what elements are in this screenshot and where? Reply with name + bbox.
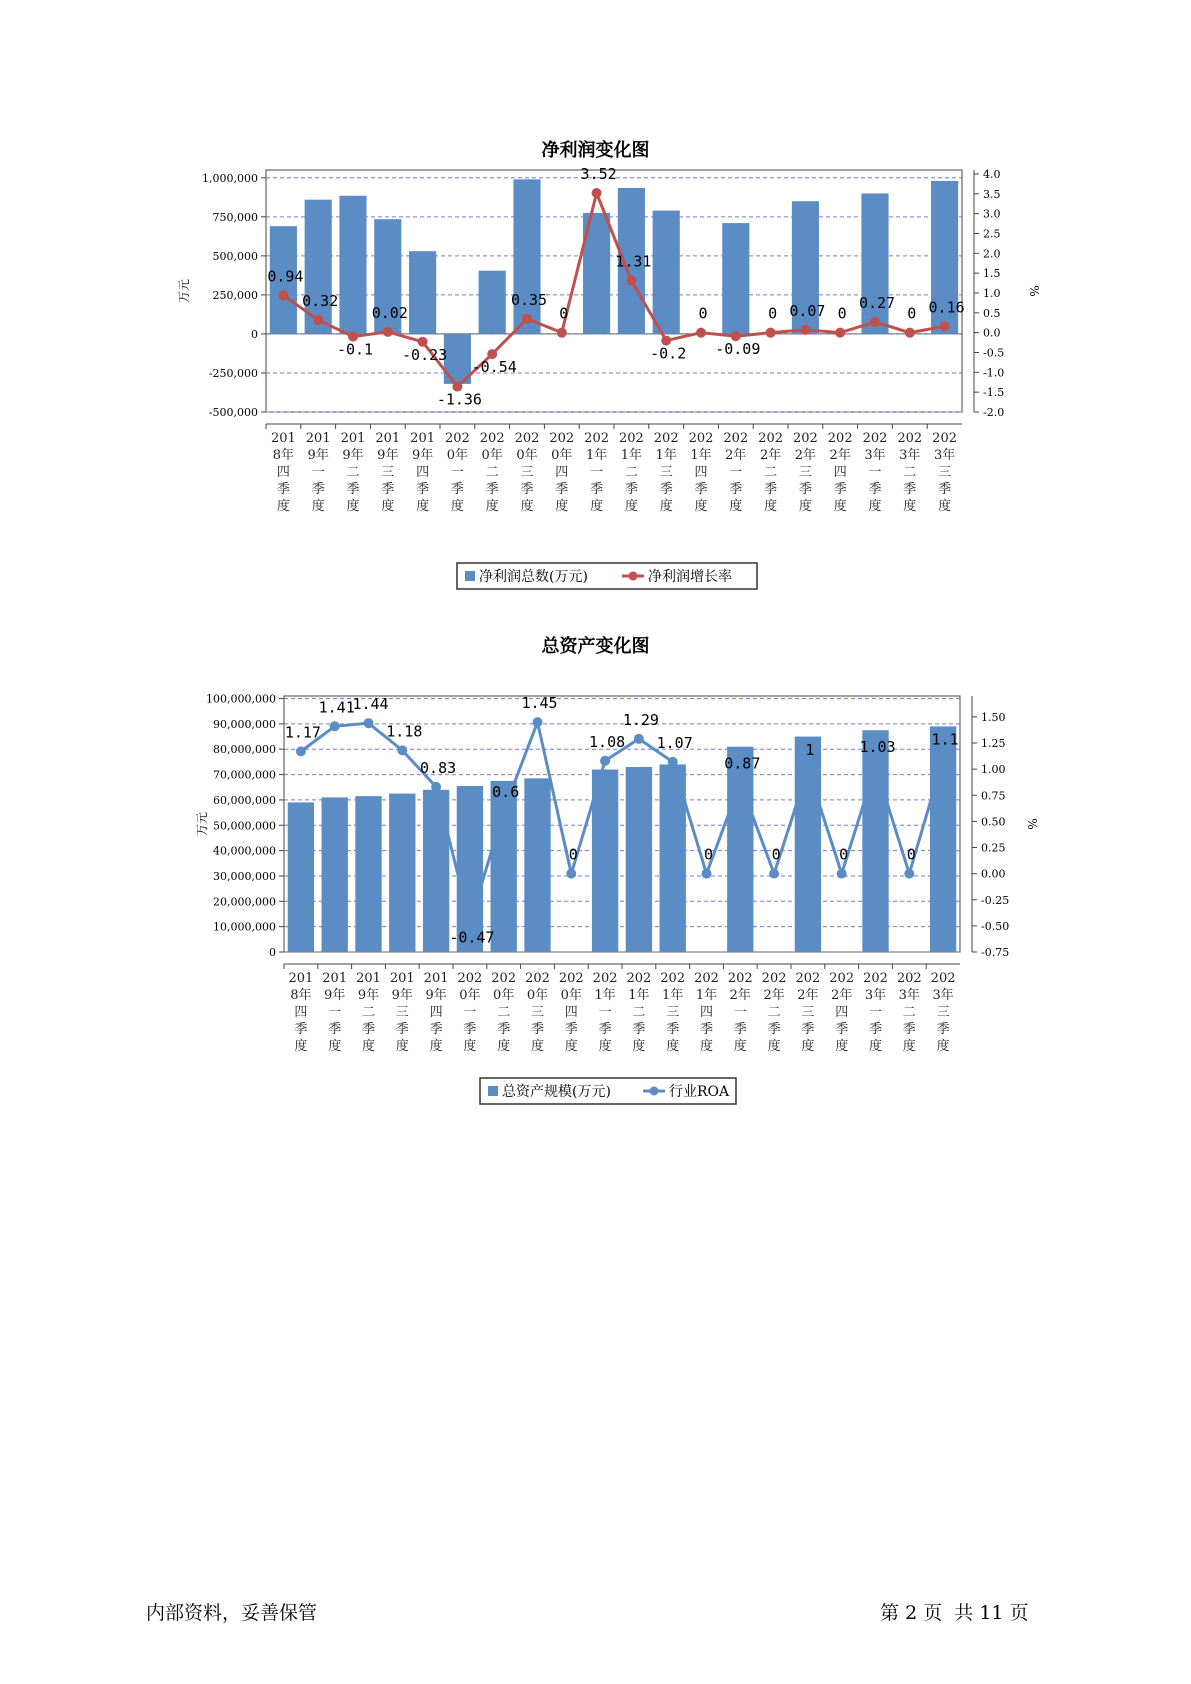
bar — [722, 223, 749, 334]
data-label: 0 — [698, 304, 708, 323]
x-tick-label: 202 0年二季度 — [491, 971, 517, 1054]
data-label: -0.47 — [449, 928, 495, 947]
x-tick-label: 202 3年三季度 — [930, 971, 956, 1054]
data-label: 0 — [771, 845, 781, 864]
line-point — [465, 918, 475, 928]
total-assets-chart — [0, 660, 1191, 1120]
y2-tick-label: -0.75 — [981, 946, 1010, 959]
legend-swatch-dot — [650, 1087, 659, 1096]
line-point — [522, 314, 532, 324]
x-tick-label: 202 0年一季度 — [457, 971, 483, 1054]
line-point — [940, 321, 950, 331]
data-label: 0 — [768, 304, 778, 323]
legend-label-bar: 净利润总数(万元) — [479, 569, 588, 585]
x-tick-label: 202 1年一季度 — [584, 431, 610, 514]
line-point — [871, 761, 881, 771]
line-point — [364, 718, 374, 728]
y2-tick-label: 1.00 — [981, 763, 1006, 777]
y-tick-label: 20,000,000 — [213, 895, 276, 909]
x-tick-label: 202 3年三季度 — [932, 431, 958, 514]
bar — [423, 790, 449, 952]
data-label: 3.52 — [580, 165, 617, 184]
legend-label-bar: 总资产规模(万元) — [502, 1084, 611, 1100]
y-tick-label: 750,000 — [212, 210, 258, 224]
net-profit-chart-title: 净利润变化图 — [541, 140, 650, 161]
bar — [322, 797, 348, 952]
line-point — [626, 276, 636, 286]
x-tick-label: 202 1年三季度 — [653, 431, 679, 514]
y2-tick-label: 0.0 — [983, 326, 1001, 340]
x-tick-label: 202 2年一季度 — [723, 431, 749, 514]
x-tick-label: 202 3年二季度 — [897, 431, 923, 514]
x-tick-label: 202 3年二季度 — [896, 971, 922, 1054]
y-tick-label: 80,000,000 — [213, 743, 276, 757]
y2-tick-label: 1.5 — [983, 267, 1001, 281]
x-tick-label: 202 1年二季度 — [618, 431, 644, 514]
x-tick-label: 201 9年一季度 — [322, 971, 348, 1054]
bar — [524, 778, 550, 952]
y-tick-label: 40,000,000 — [213, 844, 276, 858]
line-point — [557, 328, 567, 338]
data-label: 1.08 — [589, 732, 626, 751]
x-tick-label: 201 9年四季度 — [423, 971, 449, 1054]
data-label: 1.17 — [284, 723, 321, 742]
x-tick-label: 202 3年一季度 — [862, 431, 888, 514]
footer-page-number — [880, 1598, 1029, 1625]
bar — [288, 802, 314, 952]
line-point — [735, 778, 745, 788]
legend-label-line: 净利润增长率 — [648, 569, 732, 585]
data-label: 0 — [906, 845, 916, 864]
data-label: 0 — [703, 845, 714, 864]
y-tick-label: 50,000,000 — [213, 819, 276, 833]
data-label: 0.87 — [724, 754, 761, 773]
x-tick-label: 201 9年三季度 — [389, 971, 415, 1054]
y-tick-label: 90,000,000 — [213, 717, 276, 731]
y2-tick-label: 0.75 — [981, 789, 1006, 803]
x-tick-label: 202 1年一季度 — [592, 971, 618, 1054]
line-point — [634, 734, 644, 744]
y-tick-label: 250,000 — [212, 288, 258, 302]
x-tick-label: 202 3年一季度 — [863, 971, 888, 1054]
line-point — [835, 328, 845, 338]
x-tick-label: 202 2年一季度 — [727, 971, 753, 1054]
data-label: -1.36 — [436, 390, 482, 409]
y-tick-label: 70,000,000 — [213, 768, 276, 782]
data-label: 1.03 — [859, 738, 896, 757]
legend-label-line: 行业ROA — [669, 1084, 730, 1100]
x-tick-label: 201 9年三季度 — [375, 431, 401, 514]
y2-tick-label: 1.50 — [981, 710, 1006, 724]
y2-tick-label: -0.50 — [981, 919, 1010, 933]
line-point — [696, 328, 706, 338]
total-assets-chart-title: 总资产变化图 — [541, 636, 650, 657]
line-point — [870, 317, 880, 327]
data-label: 1.31 — [615, 252, 652, 271]
line-point — [499, 806, 509, 816]
line-point — [330, 721, 340, 731]
data-label: 0.07 — [789, 301, 826, 320]
line-point — [702, 869, 712, 879]
y-tick-label: 1,000,000 — [202, 171, 258, 185]
page-current: 2 — [905, 1602, 918, 1624]
line-point — [533, 717, 543, 727]
x-tick-label: 202 2年四季度 — [829, 971, 855, 1054]
y2-tick-label: 3.0 — [983, 207, 1001, 221]
y2-tick-label: 2.5 — [983, 227, 1001, 241]
bar — [626, 767, 652, 952]
y2-tick-label: -1.0 — [983, 366, 1005, 380]
y2-tick-label: 4.0 — [983, 167, 1001, 181]
x-tick-label: 201 9年二季度 — [356, 971, 381, 1054]
x-tick-label: 202 2年二季度 — [758, 431, 784, 514]
line-point — [769, 869, 779, 879]
y-tick-label: 0 — [269, 946, 276, 959]
data-label: 0 — [839, 845, 849, 864]
data-label: -0.2 — [650, 344, 687, 363]
data-label: 1.29 — [622, 710, 659, 729]
y2-tick-label: 0.5 — [983, 306, 1001, 320]
y2-tick-label: 1.0 — [983, 286, 1001, 300]
y-tick-label: 60,000,000 — [213, 793, 276, 807]
line-point — [905, 328, 915, 338]
data-label: 0.32 — [302, 291, 339, 310]
page-mid: 页 共 — [923, 1602, 974, 1624]
y-axis-title: 万元 — [177, 278, 191, 304]
legend-swatch-dot — [629, 572, 638, 581]
line-point — [800, 325, 810, 335]
x-tick-label: 202 0年一季度 — [444, 431, 470, 514]
line-point — [383, 327, 393, 337]
y2-tick-label: 1.25 — [981, 737, 1006, 751]
page-total: 11 — [979, 1602, 1004, 1624]
legend-swatch-bar — [465, 571, 475, 581]
data-label: -0.09 — [715, 340, 761, 359]
x-tick-label: 201 9年一季度 — [305, 431, 331, 514]
data-label: 0.94 — [267, 267, 304, 286]
x-tick-label: 202 0年四季度 — [549, 431, 575, 514]
x-tick-label: 202 0年三季度 — [525, 971, 550, 1054]
data-label: 1.45 — [521, 694, 558, 713]
data-label: 0.83 — [420, 758, 457, 777]
bar — [409, 251, 436, 334]
x-tick-label: 201 9年四季度 — [410, 431, 436, 514]
bar — [861, 193, 888, 334]
data-label: 0 — [559, 304, 569, 323]
data-label: 1 — [805, 741, 815, 760]
data-label: 0.35 — [510, 290, 548, 309]
line-point — [313, 315, 323, 325]
page-prefix: 第 — [880, 1602, 900, 1624]
line-point — [766, 328, 776, 338]
data-label: -0.54 — [471, 358, 517, 377]
bar — [389, 794, 415, 952]
line-point — [397, 745, 407, 755]
y-axis-title: 万元 — [195, 811, 209, 837]
x-tick-label: 202 1年三季度 — [660, 971, 686, 1054]
plot-area-frame — [266, 170, 962, 412]
bar — [592, 770, 618, 952]
footer-confidential-note: 内部资料，妥善保管 — [146, 1602, 318, 1624]
data-label: -0.23 — [402, 345, 448, 364]
y2-tick-label: 0.25 — [981, 841, 1006, 855]
x-tick-label: 202 2年三季度 — [792, 431, 818, 514]
bar — [479, 271, 506, 334]
data-label: 1.18 — [386, 722, 423, 741]
legend-swatch-bar — [488, 1086, 498, 1096]
line-point — [278, 290, 288, 300]
y2-tick-label: 0.50 — [981, 815, 1006, 829]
y-tick-label: 30,000,000 — [213, 869, 276, 883]
data-label: -0.1 — [336, 340, 374, 359]
line-point — [837, 869, 847, 879]
line-point — [431, 782, 441, 792]
line-point — [592, 188, 602, 198]
y-tick-label: 10,000,000 — [213, 920, 276, 934]
x-tick-label: 202 0年二季度 — [479, 431, 505, 514]
data-label: 1.07 — [656, 733, 693, 752]
y-tick-label: -250,000 — [208, 366, 258, 380]
line-point — [904, 869, 914, 879]
data-label: 0.27 — [858, 293, 896, 312]
line-point — [668, 757, 678, 767]
y-tick-label: 500,000 — [212, 249, 258, 263]
line-point — [566, 869, 576, 879]
bar — [727, 747, 753, 952]
x-tick-label: 202 2年四季度 — [827, 431, 853, 514]
net-profit-chart — [0, 160, 1191, 620]
data-label: 0 — [907, 304, 917, 323]
x-tick-label: 201 9年二季度 — [340, 431, 366, 514]
y2-tick-label: 2.0 — [983, 247, 1001, 261]
line-point — [600, 756, 610, 766]
data-label: 1.41 — [318, 698, 355, 717]
x-tick-label: 201 8年四季度 — [270, 431, 296, 514]
y2-axis-title: % — [1025, 818, 1039, 830]
page-suffix: 页 — [1009, 1602, 1029, 1624]
y-tick-label: 0 — [251, 327, 258, 341]
x-tick-label: 202 0年三季度 — [514, 431, 540, 514]
y-tick-label: -500,000 — [208, 406, 258, 419]
y-tick-label: 100,000,000 — [206, 692, 276, 706]
x-tick-label: 202 0年四季度 — [558, 971, 584, 1054]
x-tick-label: 202 2年二季度 — [761, 971, 787, 1054]
bar — [513, 179, 540, 334]
bar — [355, 796, 381, 952]
y2-tick-label: -0.5 — [983, 346, 1005, 360]
data-label: 0 — [568, 845, 578, 864]
x-tick-label: 202 1年四季度 — [688, 431, 714, 514]
data-label: 0.6 — [492, 782, 520, 801]
y2-tick-label: -0.25 — [981, 893, 1010, 907]
y2-axis-title: % — [1027, 285, 1041, 297]
line-point — [803, 764, 813, 774]
bar — [653, 211, 680, 334]
line-point — [296, 746, 306, 756]
y2-tick-label: -2.0 — [983, 406, 1005, 419]
data-label: 0.02 — [371, 303, 408, 322]
x-tick-label: 202 2年三季度 — [795, 971, 821, 1054]
line-point — [938, 754, 948, 764]
y2-tick-label: 3.5 — [983, 187, 1001, 201]
data-label: 0 — [837, 304, 847, 323]
bar — [339, 196, 366, 334]
y2-tick-label: -1.5 — [983, 386, 1005, 400]
x-tick-label: 202 1年四季度 — [694, 971, 719, 1054]
x-tick-label: 201 8年四季度 — [288, 971, 314, 1054]
x-tick-label: 202 1年二季度 — [626, 971, 652, 1054]
y2-tick-label: 0.00 — [981, 867, 1006, 881]
data-label: 0.16 — [928, 298, 965, 317]
data-label: 1.44 — [352, 695, 389, 714]
data-label: 1.1 — [931, 730, 959, 749]
